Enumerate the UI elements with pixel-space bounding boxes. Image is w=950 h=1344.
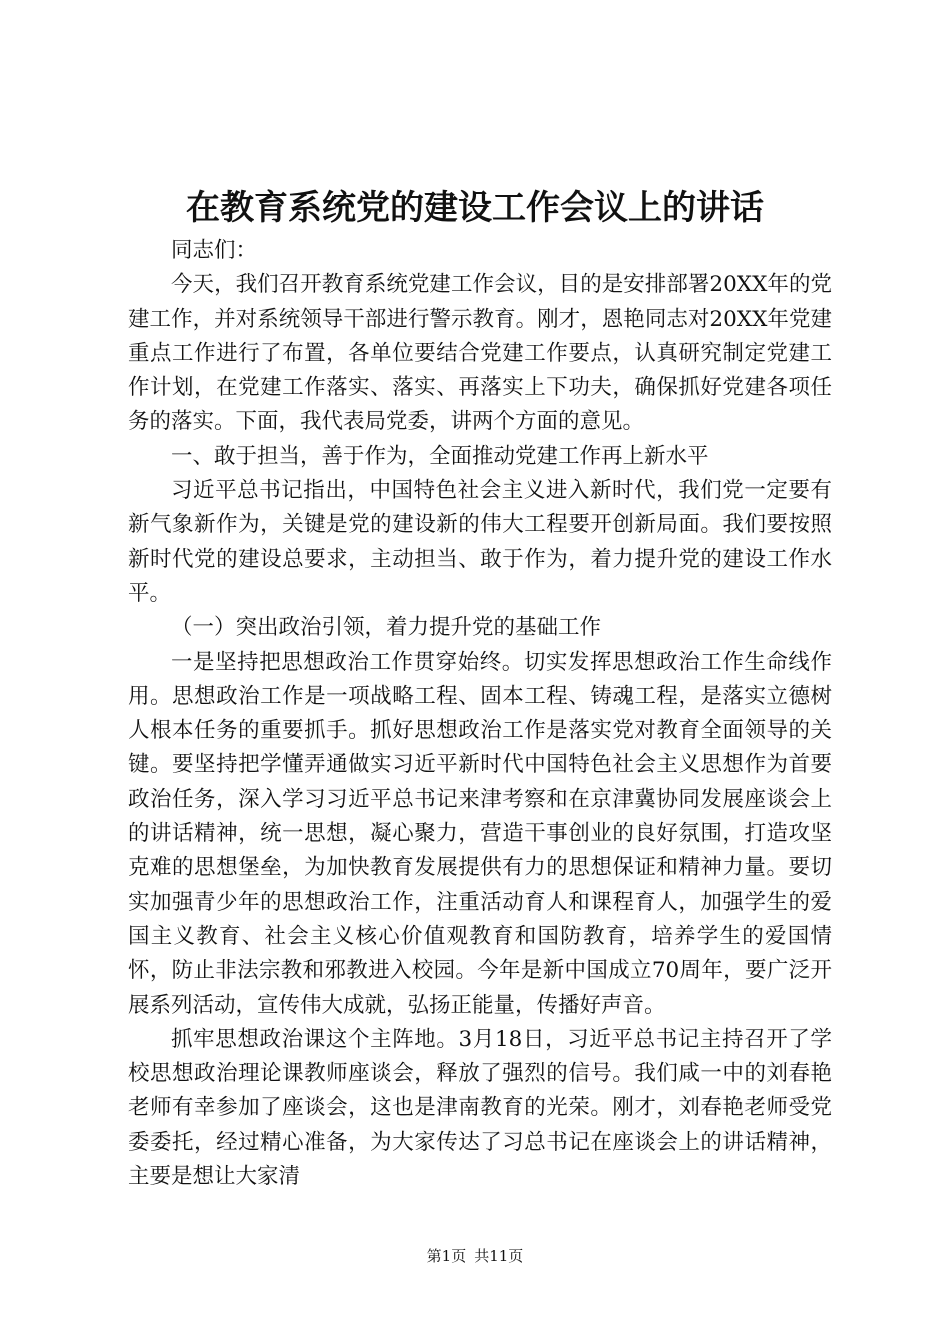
page-number: 第1页 xyxy=(426,1247,467,1265)
subsection-heading-1: （一）突出政治引领，着力提升党的基础工作 xyxy=(171,615,602,641)
salutation-paragraph: 同志们： xyxy=(171,238,258,263)
section-heading-1: 一、敢于担当，善于作为，全面推动党建工作再上新水平 xyxy=(171,443,709,469)
document-body xyxy=(128,234,832,1194)
opening-paragraph: 今天，我们召开教育系统党建工作会议，目的是安排部署20XX年的党建工作，并对系统领导干部进行警示教育。刚才，恩艳同志对20XX年党建重点工作进行了布置，各单位要结合党建工作要点，认真研究制定党建工作计划，在党建工作落实、落实、再落实上下功夫，确保抓好党建各项任务的落实。下面，我代表局党委，讲两个方面的意见。 xyxy=(128,272,832,435)
page-footer xyxy=(0,1246,950,1266)
body-paragraph: 抓牢思想政治课这个主阵地。3月18日，习近平总书记主持召开了学校思想政治理论课教师座谈会，释放了强烈的信号。我们咸一中的刘春艳老师有幸参加了座谈会，这也是津南教育的光荣。刚才，刘春艳老师受党委委托，经过精心准备，为大家传达了习总书记在座谈会上的讲话精神，主要是想让大家清 xyxy=(128,1026,832,1190)
body-paragraph: 习近平总书记指出，中国特色社会主义进入新时代，我们党一定要有新气象新作为，关键是党的建设新的伟大工程要开创新局面。我们要按照新时代党的建设总要求，主动担当、敢于作为，着力提升党的建设工作水平。 xyxy=(128,478,832,606)
document-title: 在教育系统党的建设工作会议上的讲话 xyxy=(186,188,764,228)
page-total: 共11页 xyxy=(474,1247,524,1265)
body-paragraph: 一是坚持把思想政治工作贯穿始终。切实发挥思想政治工作生命线作用。思想政治工作是一项战略工程、固本工程、铸魂工程，是落实立德树人根本任务的重要抓手。抓好思想政治工作是落实党对教育全面领导的关键。要坚持把学懂弄通做实习近平新时代中国特色社会主义思想作为首要政治任务，深入学习习近平总书记来津考察和在京津冀协同发展座谈会上的讲话精神，统一思想，凝心聚力，营造干事创业的良好氛围，打造攻坚克难的思想堡垒，为加快教育发展提供有力的思想保证和精神力量。要切实加强青少年的思想政治工作，注重活动育人和课程育人，加强学生的爱国主义教育、社会主义核心价值观教育和国防教育，培养学生的爱国情怀，防止非法宗教和邪教进入校园。今年是新中国成立70周年，要广泛开展系列活动，宣传伟大成就，弘扬正能量，传播好声音。 xyxy=(128,649,832,1018)
